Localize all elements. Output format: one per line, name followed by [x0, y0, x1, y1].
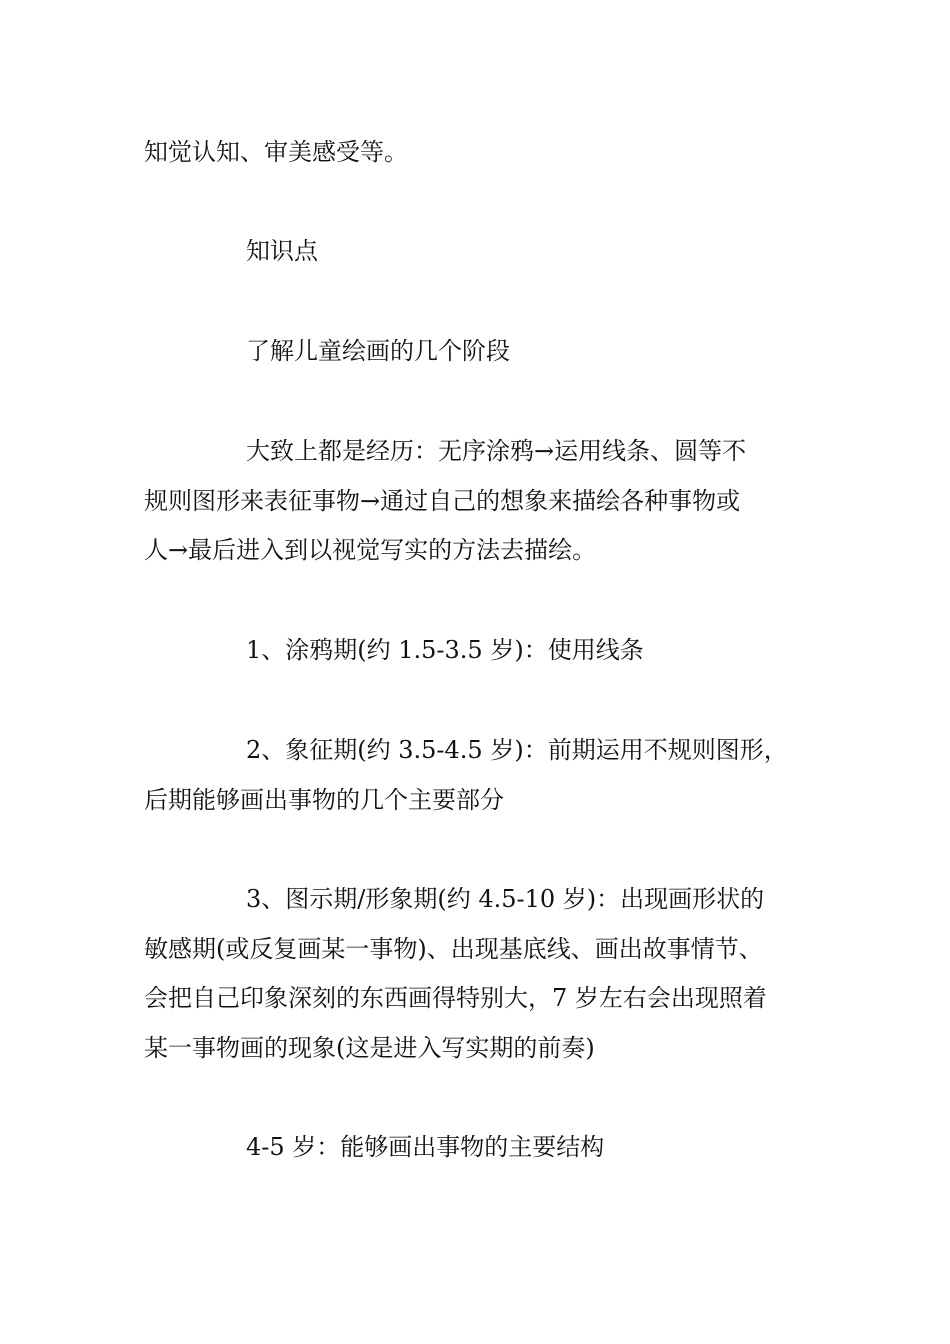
section-subheading: 了解儿童绘画的几个阶段: [246, 337, 510, 365]
paragraph-line: 敏感期(或反复画某一事物)、出现基底线、画出故事情节、: [144, 935, 763, 963]
paragraph-line: 人→最后进入到以视觉写实的方法去描绘。: [144, 536, 597, 564]
paragraph-line: 大致上都是经历：无序涂鸦→运用线条、圆等不: [246, 437, 747, 465]
paragraph-line: 知觉认知、审美感受等。: [144, 138, 408, 166]
section-heading: 知识点: [246, 237, 318, 265]
paragraph-line: 后期能够画出事物的几个主要部分: [144, 786, 504, 814]
paragraph-line: 某一事物画的现象(这是进入写实期的前奏): [144, 1034, 595, 1062]
list-item: 1、涂鸦期(约 1.5-3.5 岁)：使用线条: [246, 636, 644, 664]
list-item: 2、象征期(约 3.5-4.5 岁)：前期运用不规则图形，: [246, 736, 788, 764]
paragraph-line: 会把自己印象深刻的东西画得特别大，7 岁左右会出现照着: [144, 984, 767, 1012]
paragraph-line: 规则图形来表征事物→通过自己的想象来描绘各种事物或: [144, 487, 741, 515]
list-item: 3、图示期/形象期(约 4.5-10 岁)：出现画形状的: [246, 885, 765, 913]
list-item: 4-5 岁：能够画出事物的主要结构: [246, 1133, 605, 1161]
